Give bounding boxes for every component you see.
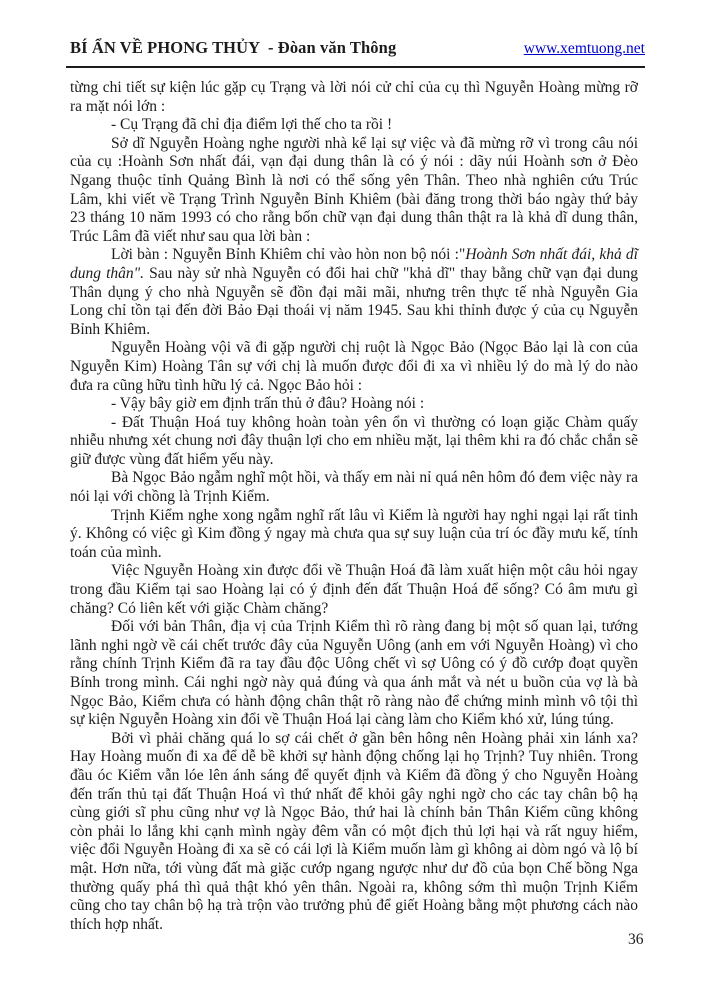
paragraph-text: Sau này sử nhà Nguyễn có đổi hai chữ "khả dĩ" thay bằng chữ vạn đại dung Thân dụng ý cho nhà Nguyễn sẽ đồn đại mãi mãi, nhưng trên thực tế nhà Nguyễn Gia Long chỉ tồn tại đến đời Bảo Đại thoái vị năm 1945. Sau khi thỉnh được ý của cụ Nguyễn Bỉnh Khiêm. — [70, 264, 638, 338]
paragraph — [70, 507, 638, 563]
page-header — [70, 38, 645, 58]
paragraph-text: Trịnh Kiểm nghe xong ngẫm nghĩ rất lâu vì Kiểm là người hay nghi ngại lại rất tinh ý. Không có việc gì Kim đồng ý ngay mà chưa qua sự suy luận của trí óc đầy mưu kế, tính toán của mình. — [70, 506, 638, 561]
paragraph — [70, 469, 638, 506]
paragraph — [70, 562, 638, 618]
body-text — [70, 79, 638, 934]
paragraph — [70, 395, 638, 414]
website-link[interactable]: www.xemtuong.net — [523, 40, 645, 57]
paragraph — [70, 618, 638, 730]
paragraph-text: - Cụ Trạng đã chỉ địa điểm lợi thế cho ta rồi ! — [111, 116, 393, 134]
paragraph-text: Bà Ngọc Bảo ngẫm nghĩ một hồi, và thấy em nài nỉ quá nên hôm đó đem việc này ra nói lại với chồng là Trịnh Kiểm. — [70, 469, 638, 506]
paragraph — [70, 414, 638, 470]
paragraph-text: Việc Nguyễn Hoàng xin được đổi về Thuận Hoá đã làm xuất hiện một câu hỏi ngay trong đầu Kiểm tại sao Hoàng lại có ý định đến đất Thuận Hoá để sống? Có âm mưu gì chăng? Có liên kết với giặc Chàm chăng? — [70, 562, 638, 617]
paragraph-text: - Vậy bây giờ em định trấn thủ ở đâu? Hoàng nói : — [111, 395, 425, 413]
book-title: BÍ ẨN VỀ PHONG THỦY - Đòan văn Thông — [70, 38, 397, 57]
paragraph — [70, 730, 638, 935]
paragraph — [70, 135, 638, 247]
paragraph-text: - Đất Thuận Hoá tuy không hoàn toàn yên ổn vì thường có loạn giặc Chàm quấy nhiễu nhưng xét chung nơi đây thuận lợi cho em nhiều mặt, lại thêm khi ra đó chắc chắn sẽ giữ được vùng đất hiểm yếu này. — [70, 413, 638, 468]
paragraph — [70, 339, 638, 395]
paragraph — [70, 246, 638, 339]
paragraph — [70, 116, 638, 135]
paragraph-text: từng chi tiết sự kiện lúc gặp cụ Trạng và lời nói cử chỉ của cụ thì Nguyễn Hoàng mừng rỡ ra mặt nói lớn : — [70, 79, 638, 115]
paragraph — [70, 79, 638, 116]
paragraph-text: Đối với bản Thân, địa vị của Trịnh Kiểm thì rõ ràng đang bị một số quan lại, tướng lãnh nghi ngờ về cái chết trước đây của Nguyễn Uông (anh em với Nguyễn Hoàng) vì cho rằng chính Trịnh Kiểm đã ra tay đầu độc Uông chết vì sợ Uông có ý đồ cướp đoạt quyền Bính trong mình. Cái nghi ngờ này quả đúng và qua ánh mắt và nét u buồn của vợ là bà Ngọc Bảo, Kiểm chưa có hành động chân thật rõ ràng nào để chứng minh mình vô tội thì sự kiện Nguyễn Hoàng xin đổi về Thuận Hoá lại càng làm cho Kiểm khó xử, lúng túng. — [70, 618, 638, 729]
page-number: 36 — [628, 931, 644, 948]
paragraph-text: Lời bàn : Nguyễn Bỉnh Khiêm chỉ vào hòn non bộ nói :" — [111, 246, 466, 264]
paragraph-text: Bởi vì phải chăng quá lo sợ cái chết ở gần bên hông nên Hoàng phải xin lánh xa? Hay Hoàng muốn đi xa để dễ bề khởi sự hành động chống lại họ Trịnh? Tuy nhiên. Trong đầu óc Kiểm vẫn lóe lên ánh sáng để quyết định và Kiểm đã đồng ý cho Nguyễn Hoàng đến trấn thủ tại đất Thuận Hoá vì thứ nhất để khỏi gây nghi ngờ cho các tay chân bộ hạ cùng giới sĩ phu cũng như vợ là Ngọc Bảo, thứ hai là chính bản Thân Kiểm cũng không còn phải lo lắng khi cạnh mình ngày đêm vẫn có một địch thủ lợi hại và rất nguy hiểm, việc đổi Nguyễn Hoàng đi xa sẽ có cái lợi là Kiểm muốn làm gì không ai dòm ngó và lộ bí mật. Hơn nữa, tới vùng đất mà giặc cướp ngang ngược như dư đồ của bọn Chế bồng Nga thường quấy phá thì quả thật khó yên thân. Ngoài ra, không sớm thì muộn Trịnh Kiểm cũng cho tay chân bộ hạ trà trộn vào trưởng phủ để giết Hoàng bằng một phương cách nào thích hợp nhất. — [70, 729, 638, 933]
paragraph-text: Sở dĩ Nguyễn Hoàng nghe người nhà kể lại sự việc và đã mừng rỡ vì trong câu nói của cụ :Hoành Sơn nhất đái, vạn đại dung thân là có ý nói : dãy núi Hoành sơn ở Đèo Ngang thuộc tỉnh Quảng Bình là nơi có thể sống yên Thân. Theo nhà nghiên cứu Trúc Lâm, khi viết về Trạng Trình Nguyễn Bỉnh Khiêm (bài đăng trong thời báo ngày thứ bảy 23 tháng 10 năm 1993 có cho rằng bốn chữ vạn đại dung thân thật ra là khả dĩ dung thân, Trúc Lâm đã viết như sau qua lời bàn : — [70, 134, 638, 245]
paragraph-text: Nguyễn Hoàng vội vã đi gặp người chị ruột là Ngọc Bảo (Ngọc Bảo lại là con của Nguyễn Kim) Hoàng Tân sự với chị là muốn được đổi đi xa vì nhiều lý do mà lý do nào đưa ra cũng hữu tình hữu lý cả. Ngọc Bảo hỏi : — [70, 339, 638, 394]
header-divider — [66, 66, 645, 68]
quoted-prophecy-text: Hoành Sơn nhất đái, khả dĩ dung thân". — [70, 246, 638, 282]
